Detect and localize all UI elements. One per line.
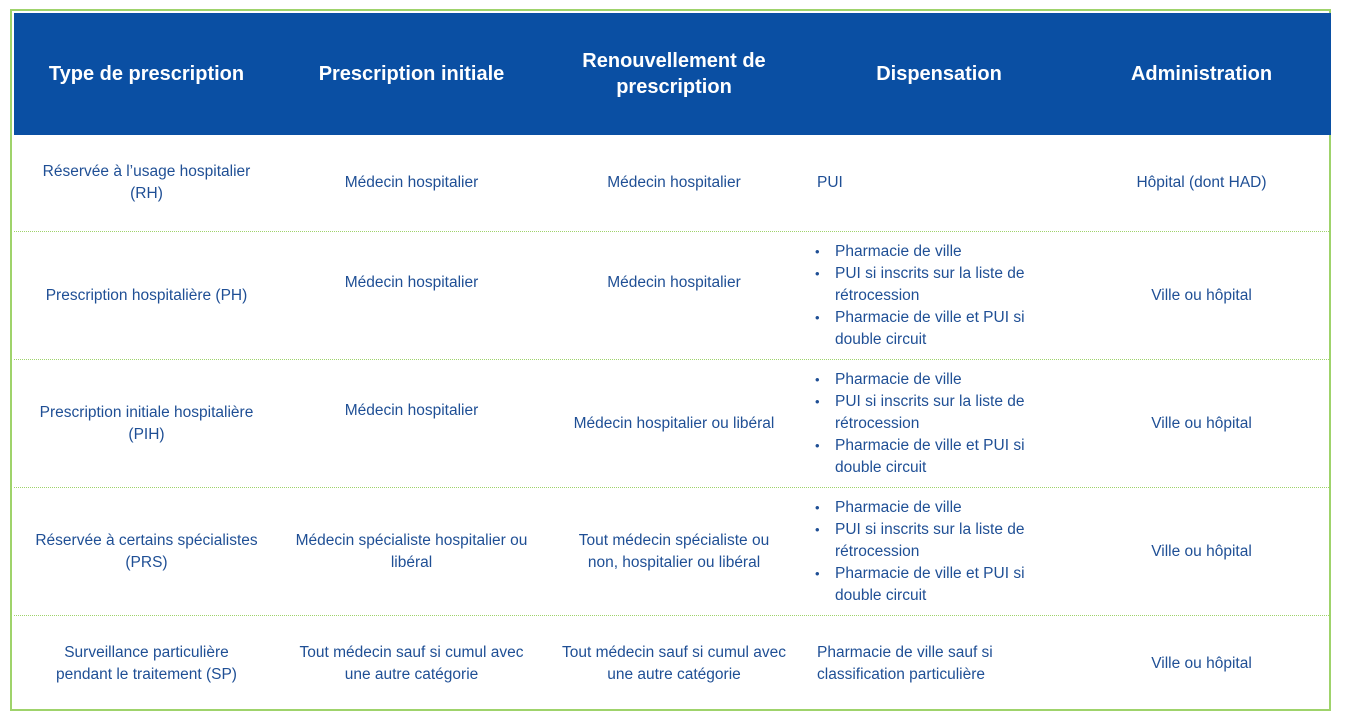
list-item: • Pharmacie de ville et PUI si double circuit: [814, 307, 1054, 351]
cell-initiale: Médecin spécialiste hospitalier ou libéral: [295, 531, 528, 571]
header-renouvellement: Renouvellement de prescription: [582, 50, 766, 98]
dispensation-list: [814, 241, 1054, 351]
cell-initiale: Tout médecin sauf si cumul avec une autre catégorie: [299, 643, 524, 683]
cell-administration: Ville ou hôpital: [1151, 286, 1252, 304]
cell-dispensation: PUI: [817, 174, 843, 191]
header-initiale: Prescription initiale: [318, 63, 505, 85]
cell-renouvellement: Tout médecin sauf si cumul avec une autre catégorie: [562, 643, 786, 683]
table-row: [14, 231, 1331, 359]
table-row: [14, 487, 1331, 615]
dispensation-list: [814, 497, 1054, 607]
header-administration: Administration: [1130, 63, 1273, 85]
dispensation-list: [814, 369, 1054, 479]
cell-renouvellement: Médecin hospitalier ou libéral: [573, 414, 775, 432]
cell-type: Réservée à certains spécialistes (PRS): [35, 531, 258, 571]
list-item: • Pharmacie de ville: [814, 241, 1054, 263]
cell-renouvellement: Médecin hospitalier: [607, 174, 741, 191]
list-item: • Pharmacie de ville et PUI si double circuit: [814, 563, 1054, 607]
table-row: [14, 615, 1331, 711]
list-item: • PUI si inscrits sur la liste de rétrocession: [814, 391, 1054, 435]
prescription-table: [10, 9, 1331, 711]
cell-initiale: Médecin hospitalier: [344, 174, 479, 191]
cell-renouvellement: Médecin hospitalier: [607, 274, 741, 291]
cell-administration: Hôpital (dont HAD): [1136, 174, 1267, 191]
table-row: [14, 135, 1331, 231]
list-item: • Pharmacie de ville: [814, 497, 1054, 519]
cell-administration: Ville ou hôpital: [1151, 542, 1252, 560]
cell-dispensation: Pharmacie de ville sauf si classification particulière: [817, 643, 993, 683]
header-dispensation: Dispensation: [876, 63, 1002, 85]
cell-renouvellement: Tout médecin spécialiste ou non, hospitalier ou libéral: [578, 531, 770, 571]
cell-administration: Ville ou hôpital: [1151, 654, 1252, 672]
cell-type: Prescription hospitalière (PH): [45, 286, 248, 304]
cell-type: Surveillance particulière pendant le traitement (SP): [56, 643, 237, 683]
table-header: [14, 13, 1331, 135]
header-type: Type de prescription: [48, 63, 245, 85]
cell-administration: Ville ou hôpital: [1151, 414, 1252, 432]
cell-type: Réservée à l’usage hospitalier (RH): [42, 163, 251, 202]
list-item: • PUI si inscrits sur la liste de rétrocession: [814, 519, 1054, 563]
cell-type: Prescription initiale hospitalière (PIH): [39, 403, 254, 443]
list-item: • PUI si inscrits sur la liste de rétrocession: [814, 263, 1054, 307]
list-item: • Pharmacie de ville: [814, 369, 1054, 391]
cell-initiale: Médecin hospitalier: [344, 402, 479, 419]
list-item: • Pharmacie de ville et PUI si double circuit: [814, 435, 1054, 479]
table-row: [14, 359, 1331, 487]
cell-initiale: Médecin hospitalier: [344, 274, 479, 291]
